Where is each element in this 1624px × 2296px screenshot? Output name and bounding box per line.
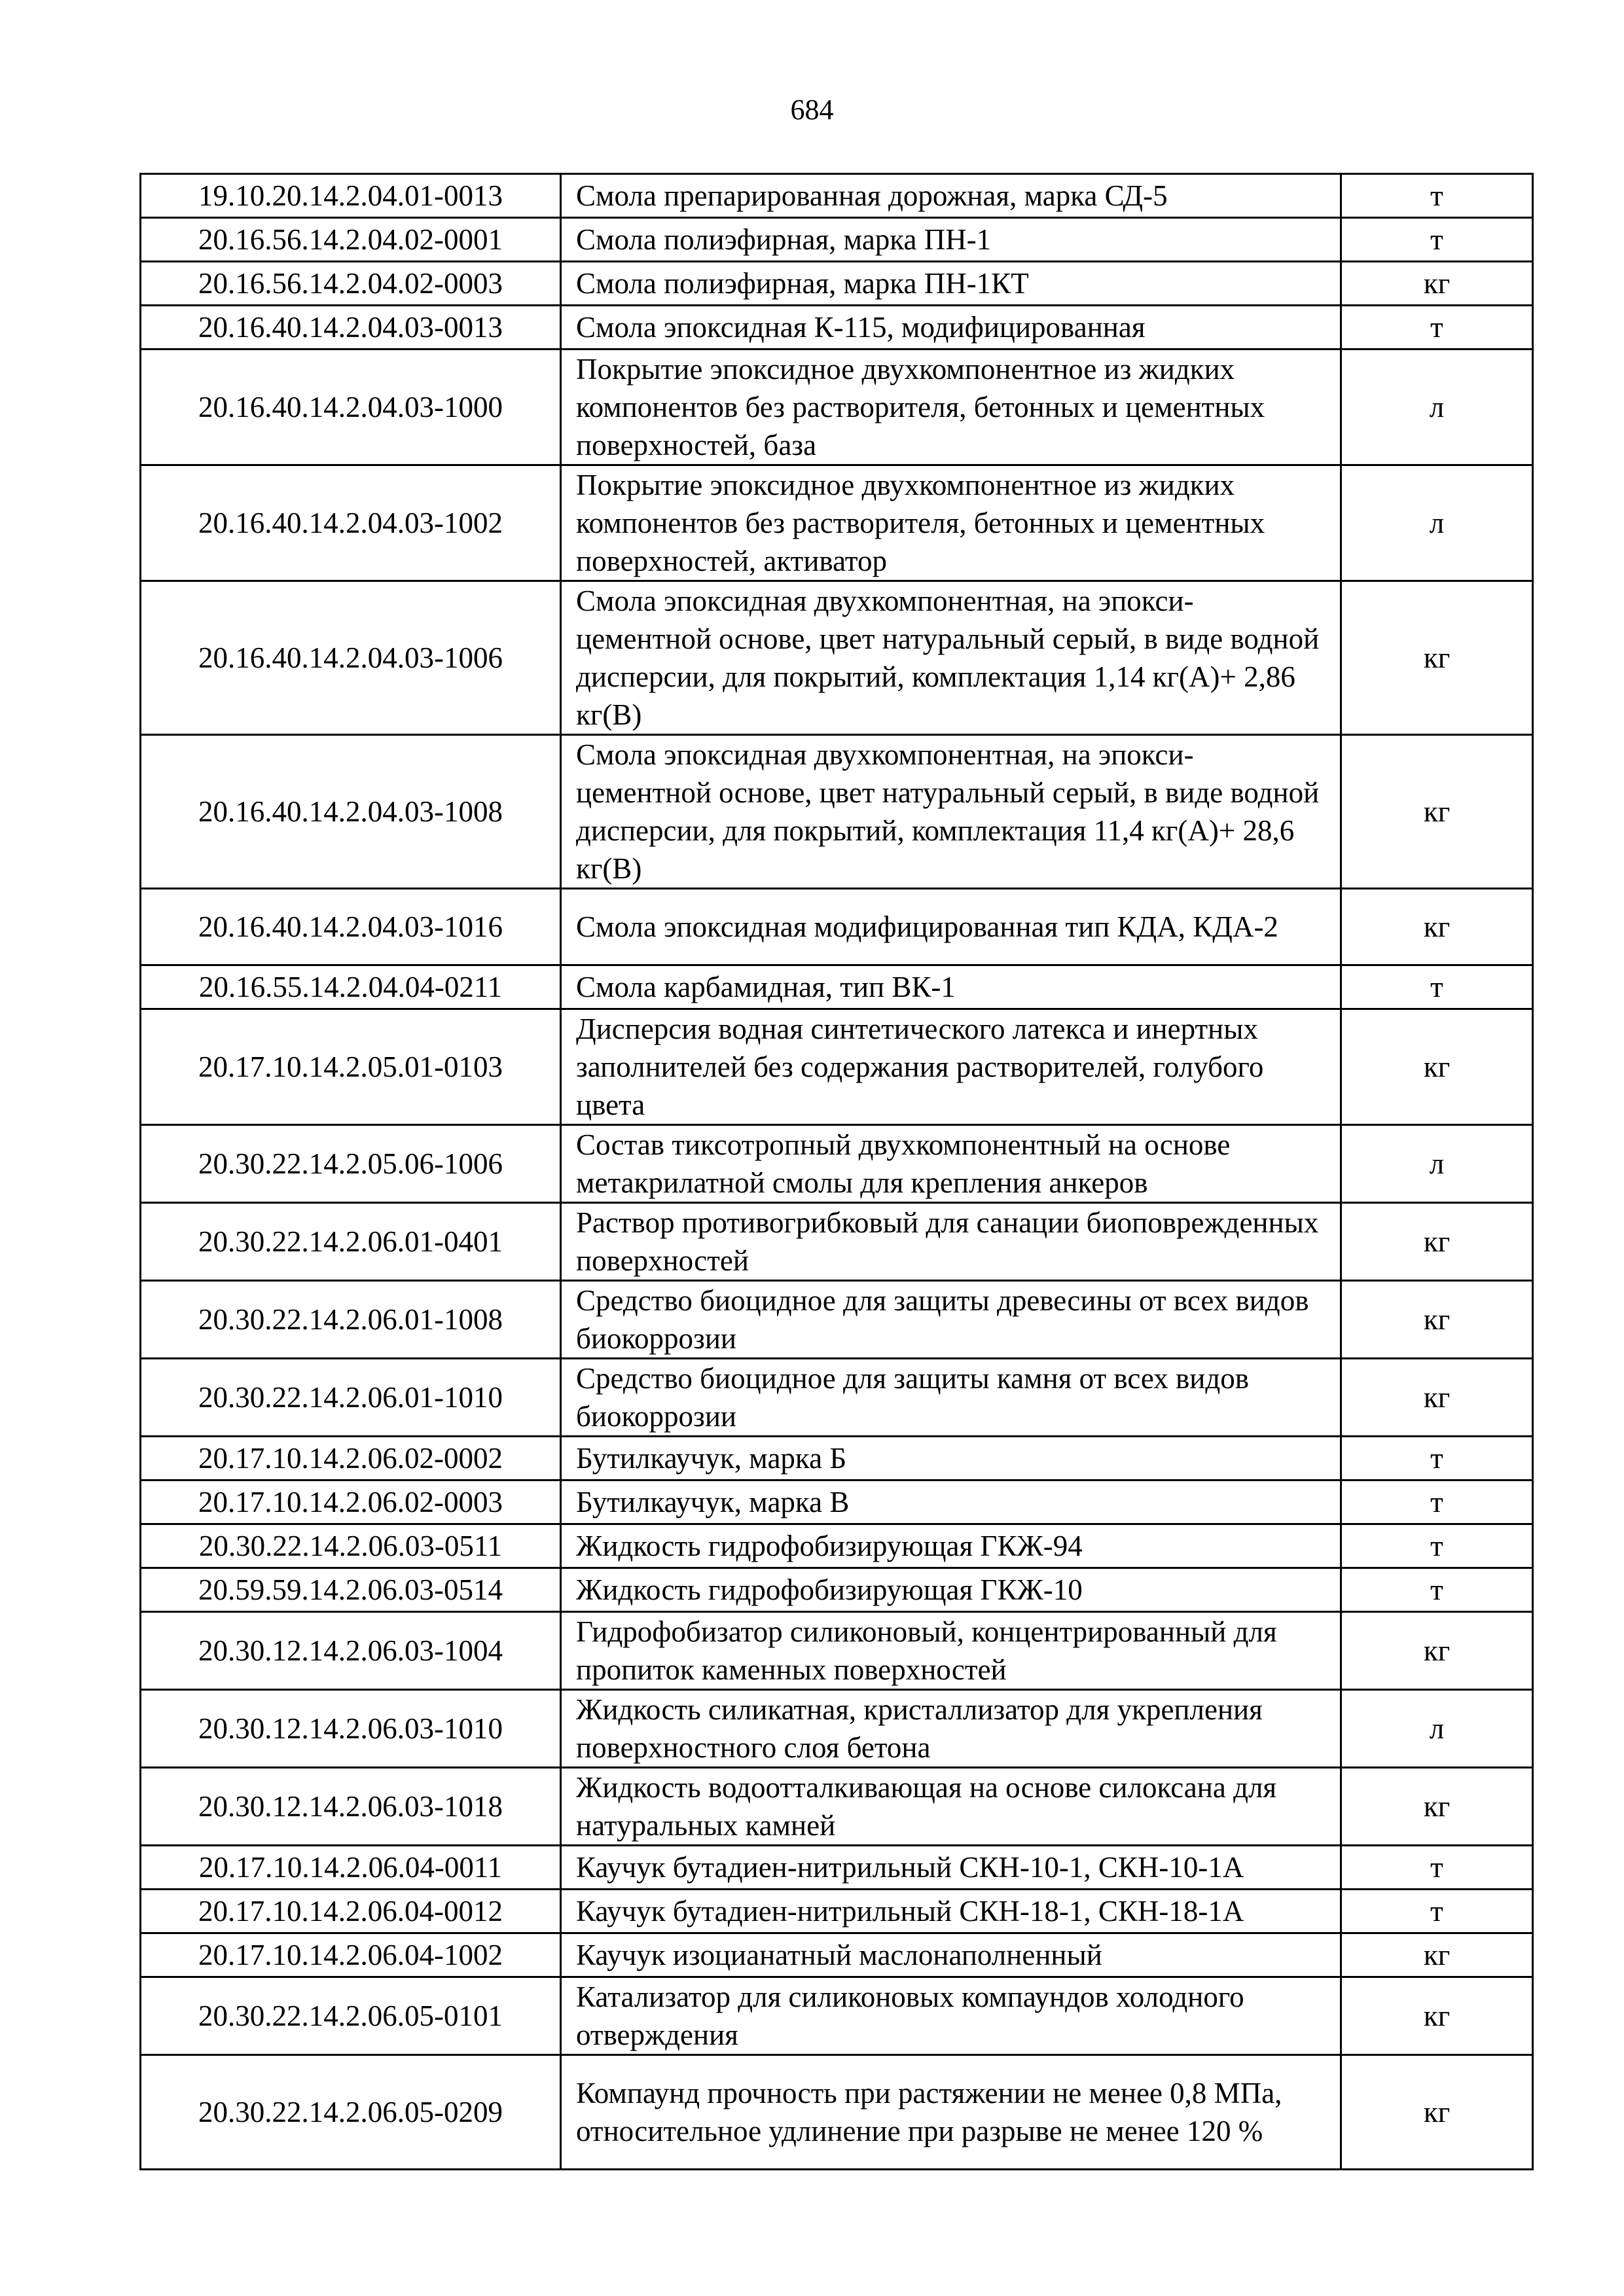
resource-unit: кг xyxy=(1341,1009,1533,1125)
resource-unit: т xyxy=(1341,1890,1533,1933)
resource-code: 20.17.10.14.2.06.04-1002 xyxy=(141,1933,561,1977)
resource-name: Смола эпоксидная К-115, модифицированная xyxy=(561,306,1341,350)
resource-code: 19.10.20.14.2.04.01-0013 xyxy=(141,174,561,218)
resource-unit: л xyxy=(1341,1690,1533,1768)
resource-code: 20.16.40.14.2.04.03-1006 xyxy=(141,581,561,735)
resource-name: Бутилкаучук, марка В xyxy=(561,1480,1341,1524)
table-row xyxy=(141,735,1533,889)
resource-name: Смола полиэфирная, марка ПН-1 xyxy=(561,218,1341,262)
resource-name: Смола полиэфирная, марка ПН-1КТ xyxy=(561,262,1341,306)
table-row xyxy=(141,465,1533,581)
table-row xyxy=(141,1846,1533,1890)
resource-unit: т xyxy=(1341,1846,1533,1890)
resource-code: 20.16.40.14.2.04.03-0013 xyxy=(141,306,561,350)
resource-code: 20.16.40.14.2.04.03-1000 xyxy=(141,350,561,465)
table-row xyxy=(141,1480,1533,1524)
resource-code: 20.17.10.14.2.06.04-0011 xyxy=(141,1846,561,1890)
resource-name: Компаунд прочность при растяжении не менее 0,8 МПа, относительное удлинение при разрыве не менее 120 % xyxy=(561,2055,1341,2170)
resource-unit: кг xyxy=(1341,889,1533,965)
resource-unit: т xyxy=(1341,1568,1533,1612)
resource-name: Смола эпоксидная двухкомпонентная, на эпокси-цементной основе, цвет натуральный серый, в виде водной дисперсии, для покрытий, комплектация 1,14 кг(А)+ 2,86 кг(В) xyxy=(561,581,1341,735)
table-row xyxy=(141,1612,1533,1690)
table-row xyxy=(141,1568,1533,1612)
table-row xyxy=(141,1524,1533,1568)
resource-name: Смола эпоксидная модифицированная тип КДА, КДА-2 xyxy=(561,889,1341,965)
resource-unit: кг xyxy=(1341,1933,1533,1977)
table-row xyxy=(141,262,1533,306)
resource-code: 20.59.59.14.2.06.03-0514 xyxy=(141,1568,561,1612)
table-row xyxy=(141,1359,1533,1437)
resources-table xyxy=(139,173,1534,2170)
resource-name: Дисперсия водная синтетического латекса и инертных заполнителей без содержания растворителей, голубого цвета xyxy=(561,1009,1341,1125)
table-row xyxy=(141,306,1533,350)
resource-unit: кг xyxy=(1341,1977,1533,2055)
resource-name: Состав тиксотропный двухкомпонентный на основе метакрилатной смолы для крепления анкеров xyxy=(561,1125,1341,1203)
resource-unit: т xyxy=(1341,1524,1533,1568)
page-number: 684 xyxy=(790,94,834,126)
resource-unit: кг xyxy=(1341,1281,1533,1359)
resource-name: Каучук изоцианатный маслонаполненный xyxy=(561,1933,1341,1977)
table-row xyxy=(141,1125,1533,1203)
resource-name: Раствор противогрибковый для санации биоповрежденных поверхностей xyxy=(561,1203,1341,1281)
resource-unit: л xyxy=(1341,465,1533,581)
table-row xyxy=(141,1890,1533,1933)
resource-unit: л xyxy=(1341,1125,1533,1203)
resource-unit: т xyxy=(1341,965,1533,1009)
resource-name: Жидкость гидрофобизирующая ГКЖ-94 xyxy=(561,1524,1341,1568)
resource-code: 20.17.10.14.2.06.04-0012 xyxy=(141,1890,561,1933)
resource-code: 20.30.22.14.2.06.01-1010 xyxy=(141,1359,561,1437)
resource-name: Смола препарированная дорожная, марка СД-5 xyxy=(561,174,1341,218)
resource-unit: кг xyxy=(1341,1359,1533,1437)
resource-name: Катализатор для силиконовых компаундов холодного отверждения xyxy=(561,1977,1341,2055)
resource-unit: кг xyxy=(1341,262,1533,306)
resource-unit: кг xyxy=(1341,1203,1533,1281)
resource-name: Каучук бутадиен-нитрильный СКН-18-1, СКН-18-1А xyxy=(561,1890,1341,1933)
table-body xyxy=(141,174,1533,2170)
table-row xyxy=(141,1690,1533,1768)
resource-code: 20.30.12.14.2.06.03-1018 xyxy=(141,1768,561,1846)
resource-code: 20.17.10.14.2.06.02-0002 xyxy=(141,1437,561,1480)
table-row xyxy=(141,1203,1533,1281)
resource-name: Покрытие эпоксидное двухкомпонентное из жидких компонентов без растворителя, бетонных и цементных поверхностей, база xyxy=(561,350,1341,465)
resource-code: 20.16.40.14.2.04.03-1008 xyxy=(141,735,561,889)
resource-name: Жидкость силикатная, кристаллизатор для укрепления поверхностного слоя бетона xyxy=(561,1690,1341,1768)
resource-code: 20.30.22.14.2.06.05-0101 xyxy=(141,1977,561,2055)
table-row xyxy=(141,1437,1533,1480)
resource-code: 20.30.22.14.2.06.01-1008 xyxy=(141,1281,561,1359)
resource-unit: кг xyxy=(1341,581,1533,735)
table-row xyxy=(141,1009,1533,1125)
resource-unit: т xyxy=(1341,1437,1533,1480)
resource-name: Средство биоцидное для защиты древесины от всех видов биокоррозии xyxy=(561,1281,1341,1359)
resource-code: 20.30.22.14.2.06.01-0401 xyxy=(141,1203,561,1281)
resource-name: Средство биоцидное для защиты камня от всех видов биокоррозии xyxy=(561,1359,1341,1437)
resource-code: 20.30.22.14.2.06.03-0511 xyxy=(141,1524,561,1568)
table-row xyxy=(141,1281,1533,1359)
resource-code: 20.16.56.14.2.04.02-0003 xyxy=(141,262,561,306)
resource-unit: т xyxy=(1341,1480,1533,1524)
resource-name: Смола эпоксидная двухкомпонентная, на эпокси-цементной основе, цвет натуральный серый, в виде водной дисперсии, для покрытий, комплектация 11,4 кг(А)+ 28,6 кг(В) xyxy=(561,735,1341,889)
table-row xyxy=(141,581,1533,735)
resource-unit: т xyxy=(1341,306,1533,350)
resource-name: Бутилкаучук, марка Б xyxy=(561,1437,1341,1480)
table-row xyxy=(141,218,1533,262)
resource-code: 20.17.10.14.2.05.01-0103 xyxy=(141,1009,561,1125)
table-row xyxy=(141,174,1533,218)
resource-unit: кг xyxy=(1341,735,1533,889)
resource-code: 20.30.22.14.2.06.05-0209 xyxy=(141,2055,561,2170)
resource-code: 20.16.40.14.2.04.03-1016 xyxy=(141,889,561,965)
resource-code: 20.16.40.14.2.04.03-1002 xyxy=(141,465,561,581)
resource-name: Смола карбамидная, тип ВК-1 xyxy=(561,965,1341,1009)
resource-unit: кг xyxy=(1341,1768,1533,1846)
resource-unit: кг xyxy=(1341,2055,1533,2170)
resource-unit: л xyxy=(1341,350,1533,465)
resource-name: Каучук бутадиен-нитрильный СКН-10-1, СКН-10-1А xyxy=(561,1846,1341,1890)
resource-code: 20.17.10.14.2.06.02-0003 xyxy=(141,1480,561,1524)
resource-name: Жидкость водоотталкивающая на основе силоксана для натуральных камней xyxy=(561,1768,1341,1846)
resource-unit: т xyxy=(1341,174,1533,218)
table-row xyxy=(141,965,1533,1009)
resource-code: 20.30.12.14.2.06.03-1010 xyxy=(141,1690,561,1768)
resource-unit: т xyxy=(1341,218,1533,262)
table-row xyxy=(141,2055,1533,2170)
resource-code: 20.16.56.14.2.04.02-0001 xyxy=(141,218,561,262)
resource-name: Жидкость гидрофобизирующая ГКЖ-10 xyxy=(561,1568,1341,1612)
table-row xyxy=(141,350,1533,465)
table-row xyxy=(141,1977,1533,2055)
resource-name: Покрытие эпоксидное двухкомпонентное из жидких компонентов без растворителя, бетонных и цементных поверхностей, активатор xyxy=(561,465,1341,581)
table-row xyxy=(141,1768,1533,1846)
resource-unit: кг xyxy=(1341,1612,1533,1690)
resource-code: 20.30.22.14.2.05.06-1006 xyxy=(141,1125,561,1203)
resource-code: 20.30.12.14.2.06.03-1004 xyxy=(141,1612,561,1690)
table-row xyxy=(141,1933,1533,1977)
resource-name: Гидрофобизатор силиконовый, концентрированный для пропиток каменных поверхностей xyxy=(561,1612,1341,1690)
resource-code: 20.16.55.14.2.04.04-0211 xyxy=(141,965,561,1009)
table-row xyxy=(141,889,1533,965)
